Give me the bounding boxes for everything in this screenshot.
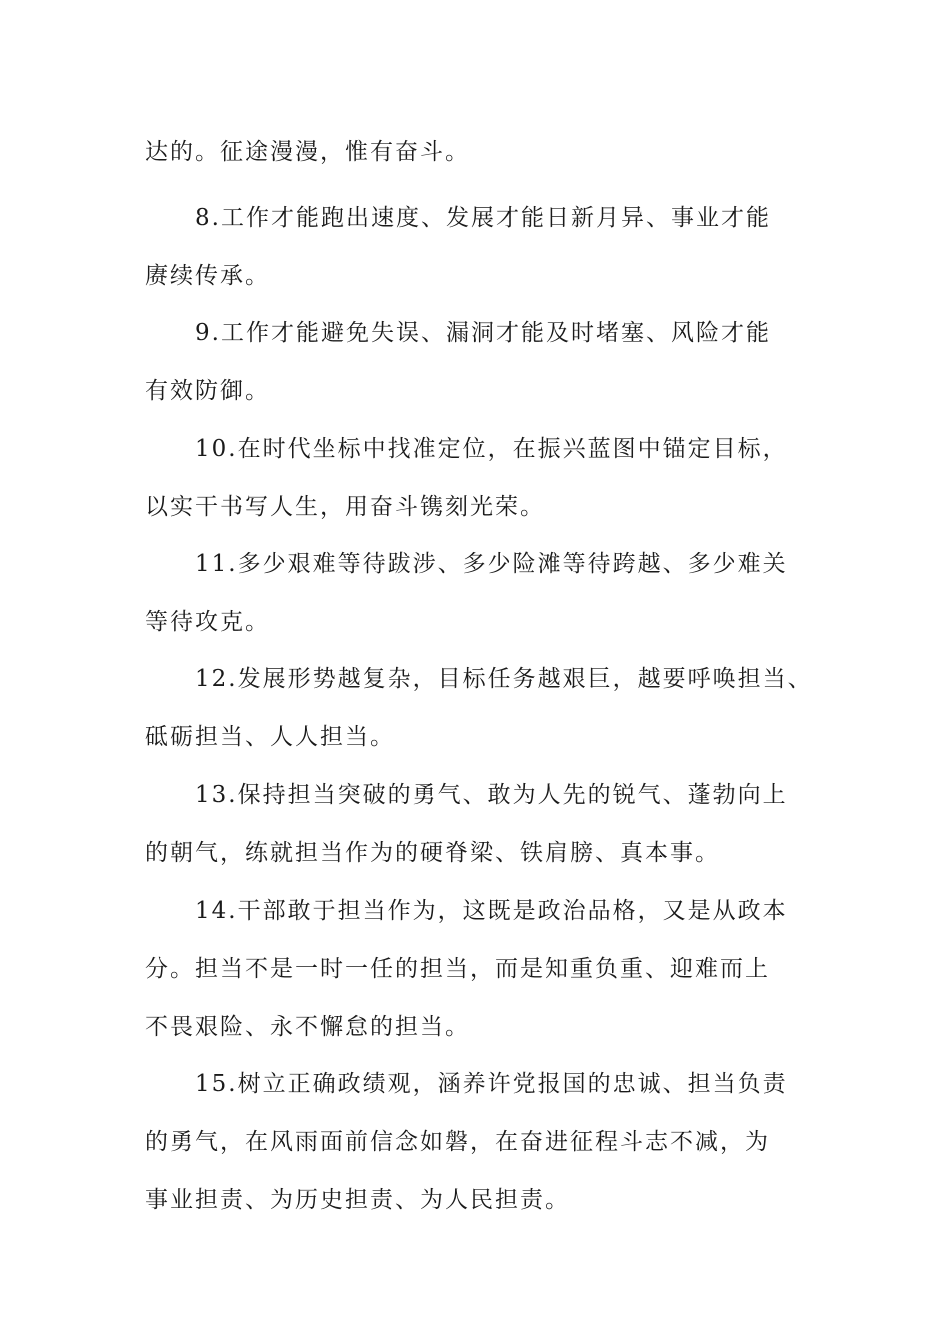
paragraph-10 — [145, 420, 817, 536]
paragraph-13 — [145, 766, 817, 882]
paragraph-12 — [145, 650, 817, 766]
paragraph-11 — [145, 535, 817, 651]
text-line: 事业担责、为历史担责、为人民担责。 — [145, 1187, 570, 1213]
text-line: 11.多少艰难等待跋涉、多少险滩等待跨越、多少难关 — [195, 551, 788, 577]
paragraph-8 — [145, 189, 817, 305]
text-line: 的朝气，练就担当作为的硬脊梁、铁肩膀、真本事。 — [145, 840, 720, 866]
paragraph-9 — [145, 304, 817, 420]
text-line: 10.在时代坐标中找准定位，在振兴蓝图中锚定目标， — [195, 436, 788, 462]
text-line: 砥砺担当、人人担当。 — [145, 724, 395, 750]
text-line: 的勇气，在风雨面前信念如磐，在奋进征程斗志不减，为 — [145, 1129, 770, 1155]
text-line: 14.干部敢于担当作为，这既是政治品格，又是从政本 — [195, 898, 788, 924]
text-line: 8.工作才能跑出速度、发展才能日新月异、事业才能 — [195, 205, 771, 231]
text-line: 分。担当不是一时一任的担当，而是知重负重、迎难而上 — [145, 956, 770, 982]
text-line: 有效防御。 — [145, 378, 270, 404]
text-line: 不畏艰险、永不懈怠的担当。 — [145, 1014, 470, 1040]
text-line: 等待攻克。 — [145, 609, 270, 635]
paragraph-14 — [145, 882, 817, 1056]
text-line: 15.树立正确政绩观，涵养许党报国的忠诚、担当负责 — [195, 1071, 788, 1097]
text-line: 以实干书写人生，用奋斗镌刻光荣。 — [145, 494, 545, 520]
text-line: 12.发展形势越复杂，目标任务越艰巨，越要呼唤担当、 — [195, 666, 813, 692]
text-line: 9.工作才能避免失误、漏洞才能及时堵塞、风险才能 — [195, 320, 771, 346]
paragraph-continuation — [145, 123, 817, 181]
text-line: 赓续传承。 — [145, 263, 270, 289]
text-line: 13.保持担当突破的勇气、敢为人先的锐气、蓬勃向上 — [195, 782, 788, 808]
paragraph-15 — [145, 1055, 817, 1229]
text-line: 达的。征途漫漫，惟有奋斗。 — [145, 139, 470, 165]
